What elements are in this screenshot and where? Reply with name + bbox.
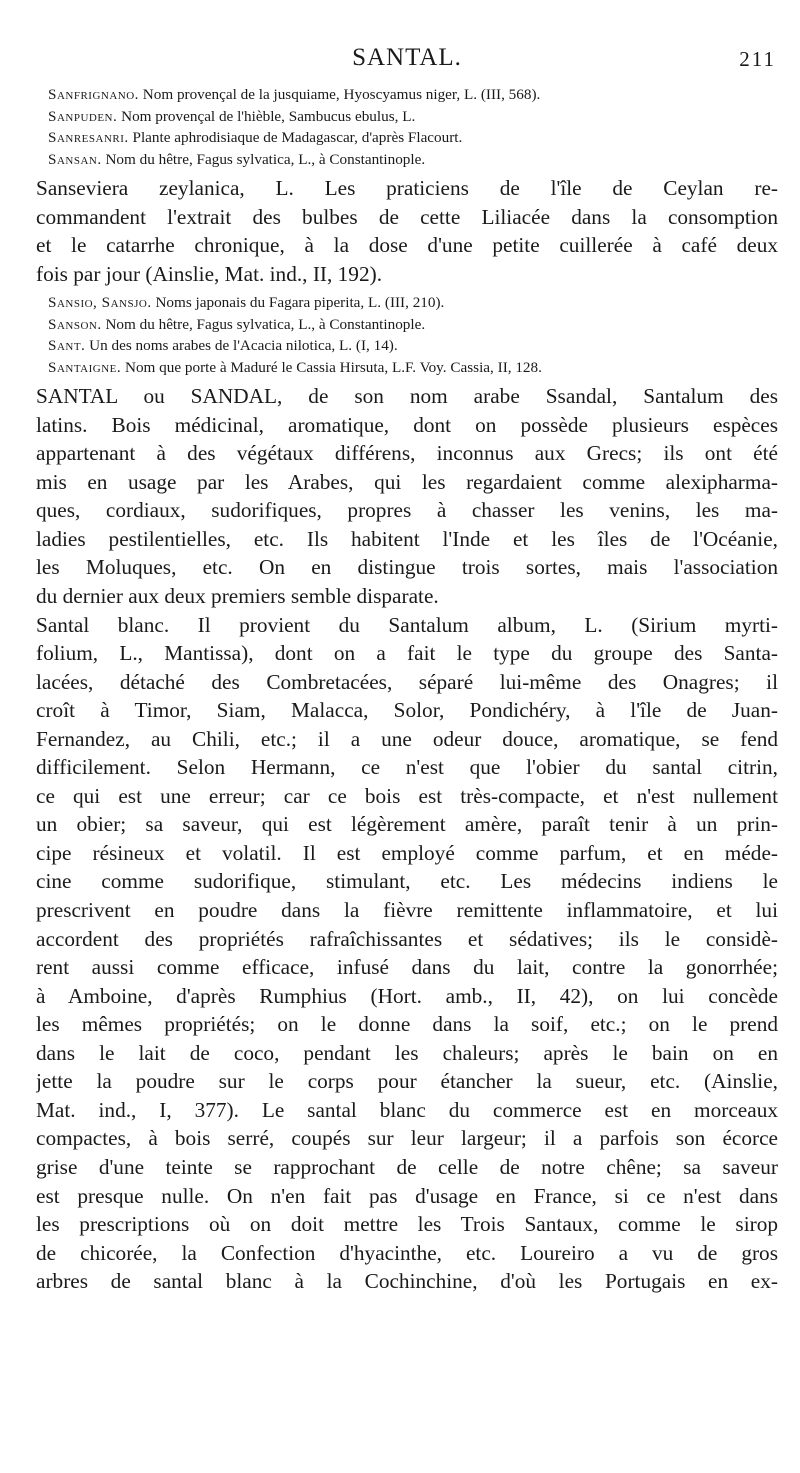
document-page	[36, 44, 778, 1296]
paragraph-santal	[36, 382, 778, 610]
paragraph-sanseviera	[36, 174, 778, 288]
text-line: Sanseviera zeylanica, L. Les praticiens de l'île de Ceylan re-	[36, 176, 778, 200]
text-line: accordent des propriétés rafraîchissantes et sédatives; ils le considè-	[36, 926, 778, 951]
text-line: lacées, détaché des Combretacées, séparé lui-même des Onagres; il	[36, 669, 778, 694]
text-line: ques, cordiaux, sudorifiques, propres à chasser les venins, les ma-	[36, 498, 778, 523]
text-line: mis en usage par les Arabes, qui les regardaient comme alexipharma-	[36, 469, 778, 494]
text-line: du dernier aux deux premiers semble disparate.	[36, 584, 439, 609]
text-line: est presque nulle. On n'en fait pas d'usage en France, si ce n'est dans	[36, 1183, 778, 1208]
entry-sanson	[36, 314, 778, 336]
text-line: Mat. ind., I, 377). Le santal blanc du commerce est en morceaux	[36, 1097, 778, 1122]
entry-term: Sanpuden.	[48, 107, 118, 125]
entry-text: Nom que porte à Maduré le Cassia Hirsuta, L.F. Voy. Cassia, II, 128.	[124, 358, 542, 376]
text-line: Fernandez, au Chili, etc.; il a une odeur douce, aromatique, se fend	[36, 726, 778, 751]
paragraph-santal-blanc	[36, 611, 778, 1296]
entry-text: Plante aphrodisiaque de Madagascar, d'après Flacourt.	[132, 129, 463, 146]
entry-term: Sanfrignano.	[48, 86, 139, 103]
text-line: compactes, à bois serré, coupés sur leur largeur; il a parfois son écorce	[36, 1126, 778, 1151]
entry-term: Santaigne.	[48, 358, 122, 376]
entry-term: Sanson.	[48, 315, 102, 333]
text-line: jette la poudre sur le corps pour étancher la sueur, etc. (Ainslie,	[36, 1069, 778, 1094]
entry-sanfrignano	[36, 84, 778, 106]
text-line: cipe résineux et volatil. Il est employé comme parfum, et en méde-	[36, 840, 778, 865]
text-line: ladies pestilentielles, etc. Ils habitent l'Inde et les îles de l'Océanie,	[36, 526, 778, 551]
text-line: dans le lait de coco, pendant les chaleurs; après le bain on en	[36, 1040, 778, 1065]
entry-sansio	[36, 292, 778, 314]
running-title: SANTAL.	[352, 44, 462, 71]
entry-term: Sanresanri.	[48, 129, 129, 146]
text-line: latins. Bois médicinal, aromatique, dont on possède plusieurs espèces	[36, 412, 778, 437]
entries-middle	[36, 292, 778, 378]
text-line: difficilement. Selon Hermann, ce n'est que l'obier du santal citrin,	[36, 755, 778, 780]
entry-text: Nom du hêtre, Fagus sylvatica, L., à Constantinople.	[105, 150, 426, 168]
text-line: SANTAL ou SANDAL, de son nom arabe Ssandal, Santalum des	[36, 384, 778, 409]
text-line: folium, L., Mantissa), dont on a fait le type du groupe des Santa-	[36, 641, 778, 666]
text-line: et le catarrhe chronique, à la dose d'une petite cuillerée à café deux	[36, 233, 778, 258]
entry-text: Nom provençal de l'hièble, Sambucus ebulus, L.	[121, 107, 416, 125]
entry-term: Sansan.	[48, 150, 102, 168]
text-line: appartenant à des végétaux différens, inconnus aux Grecs; ils ont été	[36, 441, 778, 466]
text-line: les mêmes propriétés; on le donne dans la soif, etc.; on le prend	[36, 1012, 778, 1037]
entry-text: Nom provençal de la jusquiame, Hyoscyamus niger, L. (III, 568).	[142, 86, 541, 103]
text-line: fois par jour (Ainslie, Mat. ind., II, 192).	[36, 261, 383, 286]
text-line: ce qui est une erreur; car ce bois est très-compacte, et n'est nullement	[36, 783, 778, 808]
text-line: prescrivent en poudre dans la fièvre remittente inflammatoire, et lui	[36, 898, 778, 923]
running-header	[36, 44, 778, 82]
text-line: les prescriptions où on doit mettre les Trois Santaux, comme le sirop	[36, 1212, 778, 1237]
entry-text: Nom du hêtre, Fagus sylvatica, L., à Constantinople.	[105, 315, 426, 333]
text-line: croît à Timor, Siam, Malacca, Solor, Pondichéry, à l'île de Juan-	[36, 698, 778, 723]
entry-sanresanri	[36, 127, 778, 149]
text-line: de chicorée, la Confection d'hyacinthe, etc. Loureiro a vu de gros	[36, 1240, 778, 1265]
entry-sant	[36, 335, 778, 357]
entry-term: Sant.	[48, 337, 86, 355]
text-line: rent aussi comme efficace, infusé dans du lait, contre la gonorrhée;	[36, 955, 778, 980]
entry-text: Un des noms arabes de l'Acacia nilotica, L. (I, 14).	[89, 337, 398, 355]
entry-sansan	[36, 149, 778, 171]
text-line: les Moluques, etc. On en distingue trois sortes, mais l'association	[36, 555, 778, 580]
text-line: grise d'une teinte se rapprochant de celle de notre chêne; sa saveur	[36, 1154, 778, 1179]
text-line: arbres de santal blanc à la Cochinchine, d'où les Portugais en ex-	[36, 1269, 778, 1294]
text-line: commandent l'extrait des bulbes de cette Liliacée dans la consomption	[36, 204, 778, 229]
text-line: un obier; sa saveur, qui est légèrement amère, paraît tenir à un prin-	[36, 812, 778, 837]
entry-text: Noms japonais du Fagara piperita, L. (III, 210).	[155, 294, 445, 312]
text-line: cine comme sudorifique, stimulant, etc. Les médecins indiens le	[36, 869, 778, 894]
entry-term: Sansio, Sansjo.	[48, 294, 152, 312]
text-line: à Amboine, d'après Rumphius (Hort. amb., II, 42), on lui concède	[36, 983, 778, 1008]
entry-sanpuden	[36, 106, 778, 128]
entries-top	[36, 84, 778, 170]
entry-santaigne	[36, 357, 778, 379]
text-line: Santal blanc. Il provient du Santalum album, L. (Sirium myrti-	[36, 612, 778, 637]
page-number: 211	[739, 47, 776, 71]
